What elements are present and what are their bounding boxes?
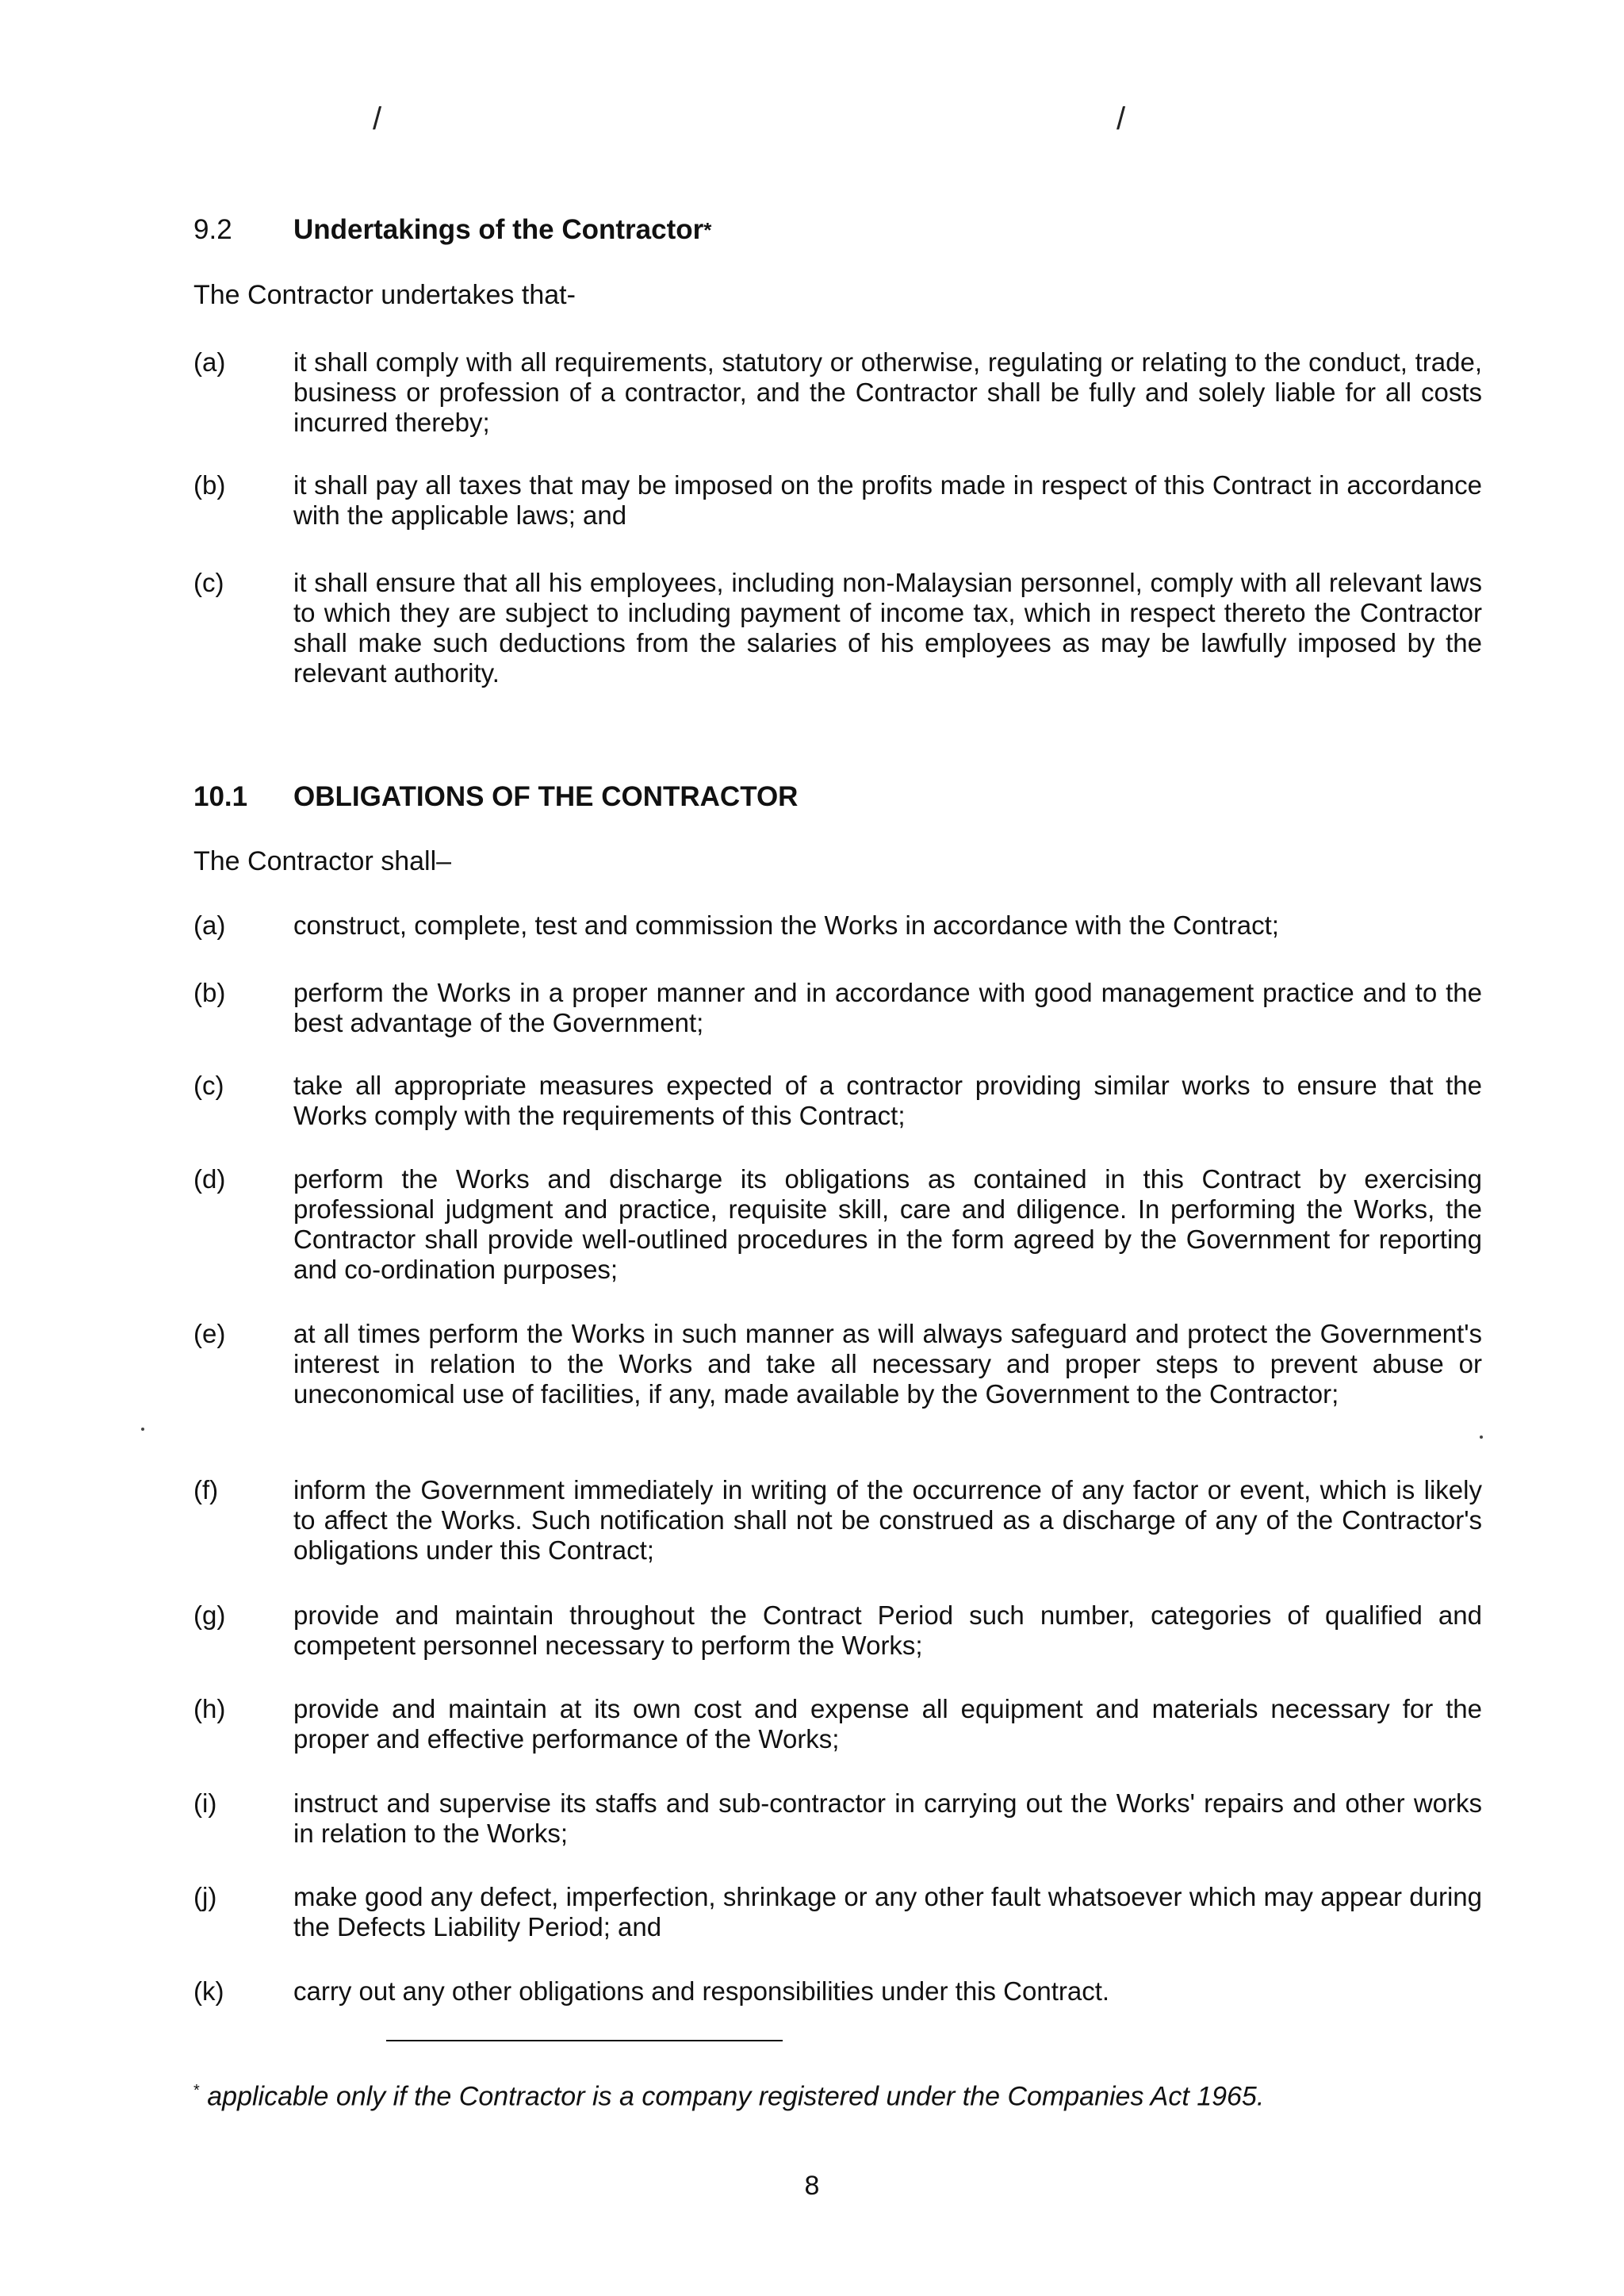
clause-label: (b) (193, 978, 226, 1007)
footnote-text: applicable only if the Contractor is a company registered under the Companies Act 1965. (207, 2081, 1265, 2112)
clause-label: (h) (193, 1694, 226, 1723)
section-number: 9.2 (193, 214, 232, 245)
section-9-2-intro: The Contractor undertakes that- (193, 280, 576, 310)
clause-10-1-a (193, 910, 1482, 941)
clause-10-1-k (193, 1976, 1482, 2007)
clause-text: inform the Government immediately in writing of the occurrence of any factor or event, which is likely to affect the Works. Such notification shall not be construed as a discharge of any of the Contractor's obligations under this Contract; (293, 1475, 1482, 1565)
clause-text: perform the Works and discharge its obligations as contained in this Contract by exercising professional judgment and practice, requisite skill, care and diligence. In performing the Works, the Contractor shall provide well-outlined procedures in the form agreed by the Government for reporting and co-ordination purposes; (293, 1164, 1482, 1284)
clause-10-1-d (193, 1164, 1482, 1285)
page-number: 8 (804, 2171, 820, 2201)
clause-label: (g) (193, 1600, 226, 1630)
clause-10-1-c (193, 1071, 1482, 1131)
clause-10-1-i (193, 1788, 1482, 1849)
clause-label: (a) (193, 910, 226, 940)
clause-text: it shall comply with all requirements, statutory or otherwise, regulating or relating to the conduct, trade, business or profession of a contractor, and the Contractor shall be fully and solely liable for all costs incurred thereby; (293, 347, 1482, 437)
section-10-1-heading (193, 781, 798, 813)
clause-9-2-a (193, 347, 1482, 438)
footnote-mark: * (193, 2082, 200, 2099)
footnote (193, 2075, 1264, 2112)
tick-mark-right: / (1116, 102, 1126, 136)
section-9-2-heading (193, 214, 711, 246)
clause-10-1-f (193, 1475, 1482, 1566)
clause-10-1-e (193, 1319, 1482, 1409)
clause-label: (f) (193, 1475, 219, 1504)
clause-label: (d) (193, 1164, 226, 1194)
clause-text: it shall pay all taxes that may be imposed on the profits made in respect of this Contract in accordance with the applicable laws; and (293, 470, 1482, 530)
clause-10-1-j (193, 1882, 1482, 1942)
section-title: Undertakings of the Contractor* (293, 214, 712, 245)
section-title: OBLIGATIONS OF THE CONTRACTOR (293, 781, 799, 812)
clause-text: perform the Works in a proper manner and in accordance with good management practice and to the best advantage of the Government; (293, 978, 1482, 1037)
clause-text: it shall ensure that all his employees, including non-Malaysian personnel, comply with all relevant laws to which they are subject to including payment of income tax, which in respect thereto the Contractor shall make such deductions from the salaries of his employees as may be lawfully imposed by the relevant authority. (293, 568, 1482, 688)
clause-text: take all appropriate measures expected of a contractor providing similar works to ensure that the Works comply with the requirements of this Contract; (293, 1071, 1482, 1130)
clause-label: (i) (193, 1788, 217, 1818)
clause-10-1-b (193, 978, 1482, 1038)
clause-label: (a) (193, 347, 226, 377)
clause-label: (j) (193, 1882, 217, 1911)
clause-9-2-c (193, 568, 1482, 688)
tick-mark-left: / (373, 102, 382, 136)
clause-text: provide and maintain throughout the Contract Period such number, categories of qualified and competent personnel necessary to perform the Works; (293, 1600, 1482, 1660)
section-number: 10.1 (193, 781, 248, 812)
footnote-divider (386, 2040, 783, 2041)
asterisk-mark: * (703, 218, 712, 242)
clause-text: make good any defect, imperfection, shrinkage or any other fault whatsoever which may appear during the Defects Liability Period; and (293, 1882, 1482, 1941)
scan-speck (1480, 1435, 1483, 1439)
clause-label: (c) (193, 568, 224, 597)
clause-text: at all times perform the Works in such manner as will always safeguard and protect the Government's interest in relation to the Works and take all necessary and proper steps to prevent abuse or uneconomical use of facilities, if any, made available by the Government to the Contractor; (293, 1319, 1482, 1409)
clause-10-1-h (193, 1694, 1482, 1754)
clause-label: (b) (193, 470, 226, 500)
clause-text: carry out any other obligations and responsibilities under this Contract. (293, 1976, 1110, 2006)
clause-10-1-g (193, 1600, 1482, 1661)
clause-text: provide and maintain at its own cost and expense all equipment and materials necessary for the proper and effective performance of the Works; (293, 1694, 1482, 1754)
section-10-1-intro: The Contractor shall– (193, 846, 452, 876)
clause-label: (k) (193, 1976, 224, 2006)
scan-speck (141, 1428, 144, 1431)
clause-label: (e) (193, 1319, 226, 1348)
clause-text: construct, complete, test and commission the Works in accordance with the Contract; (293, 910, 1279, 940)
clause-label: (c) (193, 1071, 224, 1100)
clause-9-2-b (193, 470, 1482, 531)
clause-text: instruct and supervise its staffs and sub-contractor in carrying out the Works' repairs and other works in relation to the Works; (293, 1788, 1482, 1848)
